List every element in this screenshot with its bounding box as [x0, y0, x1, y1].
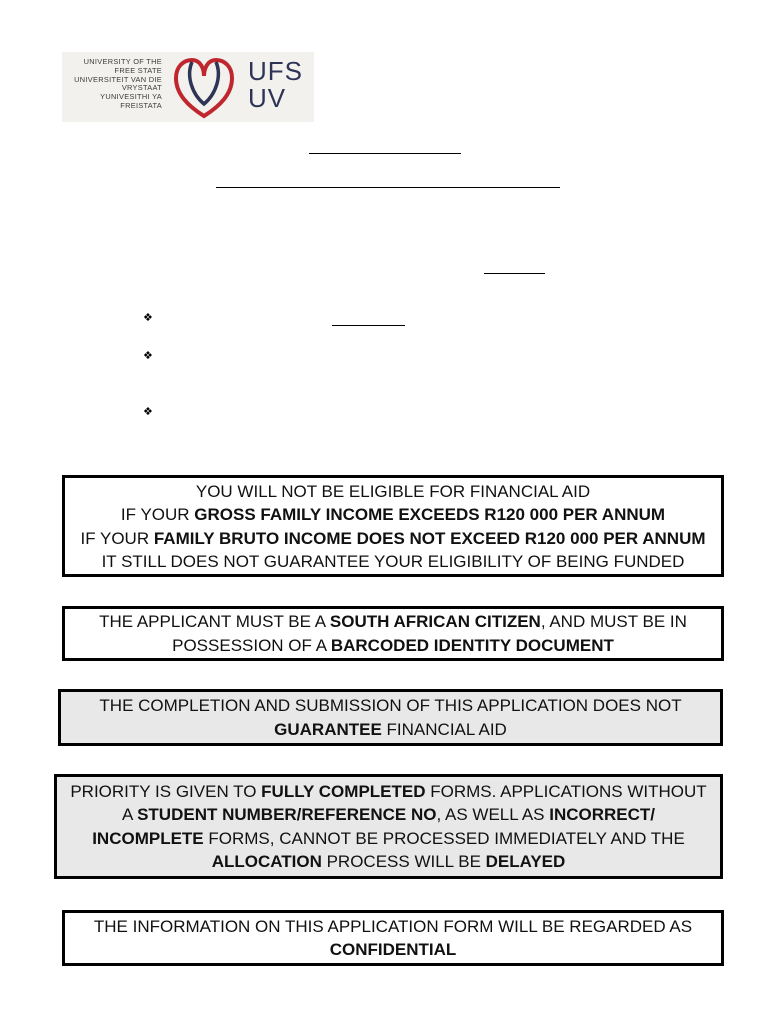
bullet-icon: ❖: [143, 350, 153, 362]
box-bold-text: CONFIDENTIAL: [329, 940, 457, 959]
bullet-underline: [332, 325, 405, 326]
subtitle-line: [216, 187, 560, 188]
box-text: THE APPLICANT MUST BE A: [99, 612, 330, 631]
box-text: A: [121, 805, 138, 824]
box-line: [57, 827, 720, 851]
box-bold-text: ALLOCATION: [211, 852, 322, 871]
logo-abbr-line: UFS: [248, 56, 303, 86]
box-bold-text: FULLY COMPLETED: [261, 781, 426, 801]
box-line: [57, 780, 720, 804]
confidential-box: [62, 910, 724, 966]
priority-box: [54, 774, 723, 879]
box-text: YOU WILL NOT BE ELIGIBLE FOR FINANCIAL AID: [195, 481, 591, 501]
box-text: , AS WELL AS: [436, 805, 550, 824]
box-bold-text: SOUTH AFRICAN CITIZEN: [329, 612, 541, 631]
citizenship-box: [62, 606, 724, 661]
title-line: [309, 153, 461, 154]
box-text: FORMS. APPLICATIONS WITHOUT: [425, 781, 707, 801]
ufs-abbreviation: [248, 58, 303, 112]
bullet-icon: ❖: [143, 406, 153, 418]
box-bold-text: INCORRECT/: [549, 805, 656, 824]
box-text: , AND MUST BE IN: [540, 612, 687, 631]
box-line: [65, 527, 721, 551]
box-line: [65, 610, 721, 634]
box-bold-text: INCOMPLETE: [92, 828, 204, 848]
box-line: [61, 718, 720, 742]
ufs-logo: [62, 52, 314, 122]
university-name-line: UNIVERSITEIT VAN DIE: [74, 74, 162, 84]
logo-abbr-line: UV: [248, 83, 287, 113]
box-text: IF YOUR: [80, 528, 154, 548]
box-bold-text: DELAYED: [485, 852, 566, 871]
university-name: [74, 58, 162, 111]
box-text: PRIORITY IS GIVEN TO: [70, 781, 262, 801]
box-text: IT STILL DOES NOT GUARANTEE YOUR ELIGIBILITY OF BEING FUNDED: [101, 552, 685, 571]
box-bold-text: BARCODED IDENTITY DOCUMENT: [330, 635, 614, 655]
box-line: [65, 915, 721, 939]
box-line: [61, 694, 720, 718]
box-bold-text: STUDENT NUMBER/REFERENCE NO: [137, 805, 437, 824]
box-line: [65, 634, 721, 658]
box-line: [57, 850, 720, 874]
box-line: [65, 480, 721, 504]
box-bold-text: FAMILY BRUTO INCOME DOES NOT EXCEED R120 000 PER ANNUM: [153, 528, 706, 548]
box-text: THE COMPLETION AND SUBMISSION OF THIS APPLICATION DOES NOT: [99, 696, 682, 715]
short-underline: [484, 273, 545, 274]
university-name-line: VRYSTAAT: [121, 83, 162, 93]
university-name-line: YUNIVESITHI YA: [100, 92, 162, 102]
no-guarantee-box: [58, 689, 723, 746]
university-name-line: FREE STATE: [114, 65, 162, 75]
box-text: POSSESSION OF A: [172, 635, 331, 655]
box-bold-text: GUARANTEE: [274, 719, 382, 739]
box-line: [65, 938, 721, 962]
box-text: IF YOUR: [120, 505, 195, 524]
box-line: [65, 503, 721, 527]
university-name-line: FREISTATA: [120, 100, 162, 110]
box-bold-text: GROSS FAMILY INCOME EXCEEDS R120 000 PER ANNUM: [194, 505, 666, 524]
box-text: THE INFORMATION ON THIS APPLICATION FORM WILL BE REGARDED AS: [93, 916, 693, 936]
bullet-icon: ❖: [143, 312, 153, 324]
box-text: FINANCIAL AID: [381, 719, 507, 739]
box-line: [57, 803, 720, 827]
university-name-line: UNIVERSITY OF THE: [83, 57, 162, 66]
box-text: FORMS, CANNOT BE PROCESSED IMMEDIATELY AND THE: [203, 828, 685, 848]
box-line: [65, 550, 721, 574]
box-text: PROCESS WILL BE: [321, 852, 486, 871]
heart-emblem-icon: [170, 54, 238, 122]
income-eligibility-box: [62, 475, 724, 577]
